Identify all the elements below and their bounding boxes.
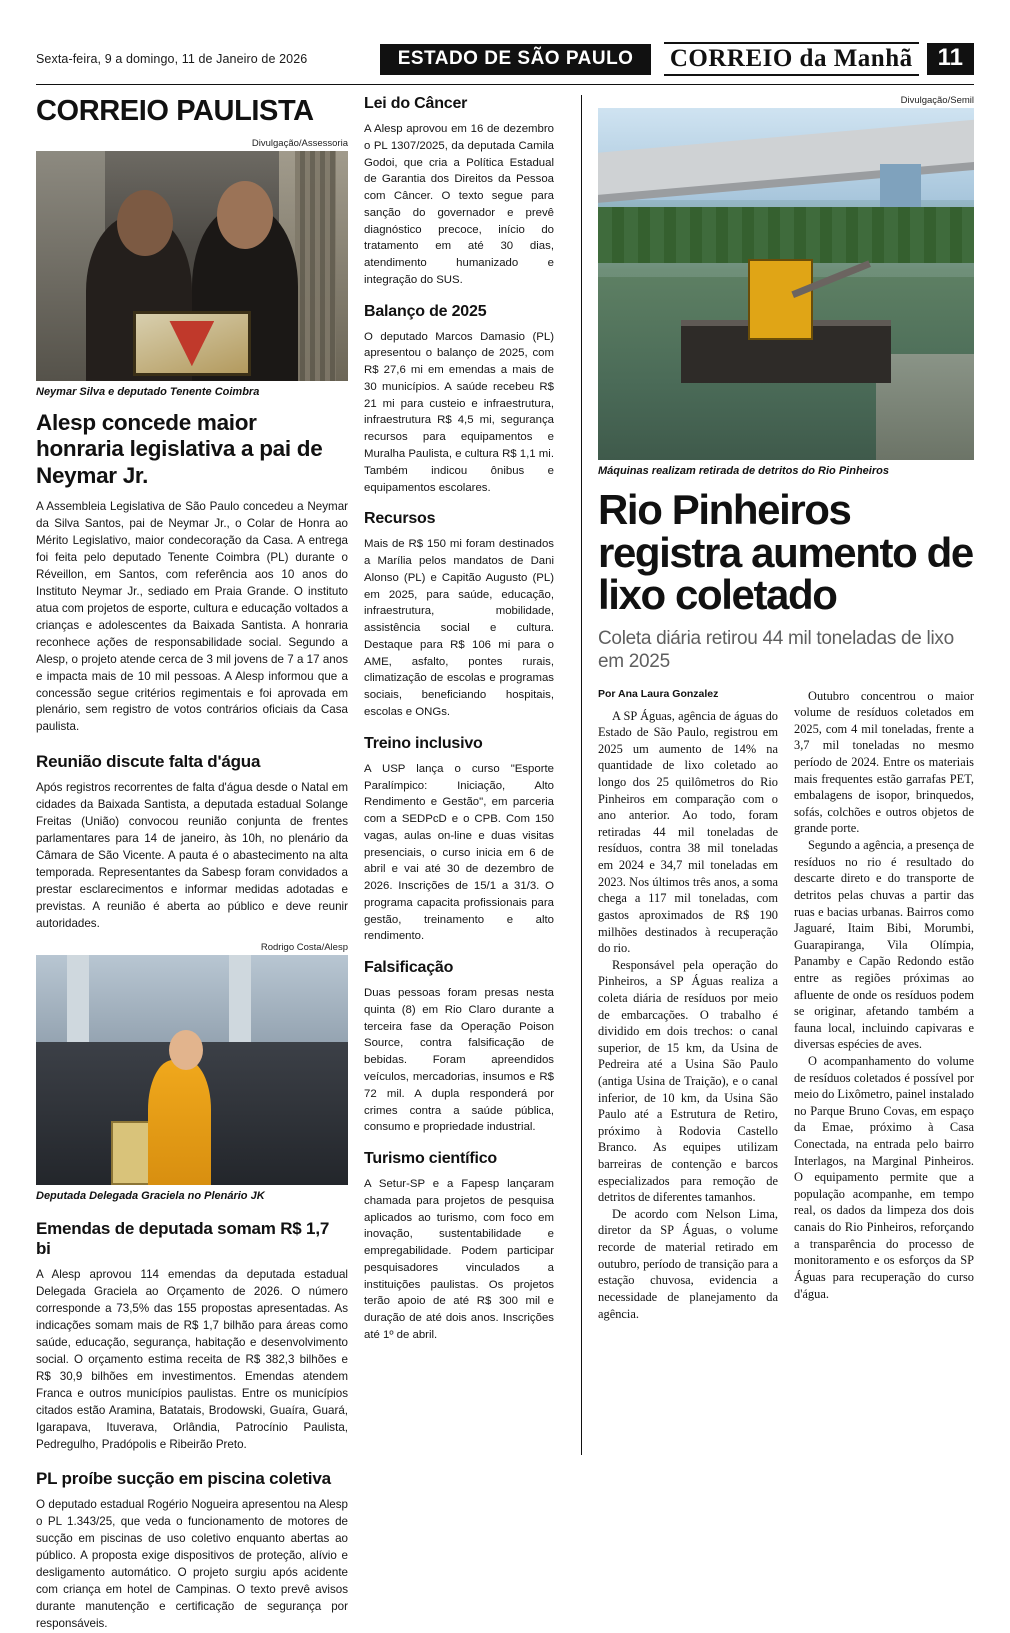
photo-rio-pinheiros: [598, 108, 974, 460]
photo3-caption: Máquinas realizam retirada de detritos do Rio Pinheiros: [598, 465, 889, 477]
article-body-recursos: Mais de R$ 150 mi foram destinados a Marília pelos mandatos de Dani Alonso (PL) e Capitão Augusto (PL) em 2025, para saúde, educação, infraestrutura, mobilidade, assistência social e cultura. Destaque para R$ 106 mi para o AME, asfalto, pontes rurais, climatização de escolas e programas sociais, beneficiando hospitais, escolas e ONGs.: [364, 538, 554, 718]
article-body-reuniao: Após registros recorrentes de falta d'água desde o Natal em cidades da Baixada Santista, a deputada estadual Solange Freitas (União) convocou reunião conjunta de frentes parlamentares para 14 de janeiro, às 10h, no plenário da Câmara de São Vicente. A pauta é o abastecimento na alta temporada. Representantes da Sabesp foram convidados a prestar esclarecimentos e informar medidas adotadas e previstas. A reunião é aberta ao público e deve reunir autoridades.: [36, 781, 348, 930]
main-paragraph: Outubro concentrou o maior volume de resíduos coletados em 2025, com 4 mil toneladas, frente a 3,7 mil toneladas no mesmo período de 2024. Entre os materiais mais frequentes estão garrafas PET, embalagens de isopor, brinquedos, sofás, colchões e outros objetos de grande porte.: [794, 688, 974, 836]
photo1-award-plaque: [133, 311, 251, 377]
main-article-columns: [598, 688, 974, 1323]
photo3-excavator: [748, 259, 812, 340]
main-paragraph: A SP Águas, agência de águas do Estado de São Paulo, registrou em 2025 um aumento de 14% na quantidade de lixo coletado ao longo dos 25 quilômetros do Rio Pinheiros em comparação com o ano anterior. Ao todo, foram retiradas 44 mil toneladas de resíduos, contra 38 mil toneladas em 2024 e 34,7 mil toneladas em 2023. Nos últimos três anos, a soma chega a 117 mil toneladas, com gastos aproximados de R$ 190 milhões destinados à recuperação do rio.: [598, 708, 778, 956]
header-divider: [36, 84, 974, 85]
subhead-emendas: Emendas de deputada somam R$ 1,7 bi: [36, 1219, 330, 1259]
subhead-lei-cancer: Lei do Câncer: [364, 95, 468, 112]
article-body-emendas: A Alesp aprovou 114 emendas da deputada estadual Delegada Graciela ao Orçamento de 2026. O número corresponde a 73,5% das 155 propostas apresentadas. As indicações somam mais de R$ 1,7 bilhão para áreas como saúde, educação, segurança, habitação e desenvolvimento social. O orçamento estima receita de R$ 382,3 bilhões e R$ 30,9 bilhões em investimentos. Emendas atendem Franca e outros municípios paulistas. Entre os municípios citados estão Aramina, Batatais, Brodowski, Guaíra, Guará, Igarapava, Ituverava, Orlândia, Patrocínio Paulista, Pedregulho, Pradópolis e Ribeirão Preto.: [36, 1268, 348, 1451]
page-content: [36, 95, 974, 1630]
photo2-head-yellow: [169, 1030, 203, 1070]
byline: Por Ana Laura Gonzalez: [598, 687, 719, 700]
subhead-turismo: Turismo científico: [364, 1150, 498, 1168]
section-title: CORREIO PAULISTA: [36, 95, 314, 127]
column-b: [364, 95, 554, 1455]
article-body-treino: A USP lança o curso "Esporte Paralímpico: Iniciação, Alto Rendimento e Gestão", em parceria com a SEDPcD e o CPB. Com 150 vagas, aulas on-line e duas visitas presenciais, o curso inicia em 6 de abril e vai até 30 de dezembro de 2026. Inscrições de 15/1 a 31/3. O programa capacita profissionais para gestão, treinamento e alto rendimento.: [364, 762, 554, 943]
masthead: [36, 0, 974, 76]
page-number: 11: [927, 43, 974, 74]
photo1-caption: Neymar Silva e deputado Tenente Coimbra: [36, 386, 260, 398]
main-headline: Rio Pinheiros registra aumento de lixo coletado: [598, 485, 973, 619]
article-body-turismo: A Setur-SP e a Fapesp lançaram chamada para projetos de pesquisa aplicados ao turismo, com foco em inovação, sustentabilidade e empregabilidade. Podem participar pesquisadores vinculados a instituições paulistas. Os projetos terão apoio de até R$ 300 mil e duração de até dois anos. Inscrições até 1º de abril.: [364, 1178, 554, 1341]
subhead-piscina: PL proíbe sucção em piscina coletiva: [36, 1469, 331, 1489]
issue-date: Sexta-feira, 9 a domingo, 11 de Janeiro de 2026: [36, 52, 308, 66]
main-paragraph: De acordo com Nelson Lima, diretor da SP Águas, o volume recorde de material retirado em outubro, período de transição para a estação chuvosa, evidencia a necessidade de planejamento da agência.: [598, 1206, 778, 1321]
photo2-credit: Rodrigo Costa/Alesp: [260, 941, 348, 953]
photo1-curtain: [295, 151, 336, 381]
photo1-credit: Divulgação/Assessoria: [251, 138, 348, 149]
photo2-person-yellow: [148, 1060, 210, 1184]
subhead-balanco: Balanço de 2025: [364, 302, 487, 320]
photo-plenario: [36, 955, 348, 1185]
column-a: [36, 95, 348, 1630]
subhead-recursos: Recursos: [364, 510, 436, 528]
main-paragraph: Responsável pela operação do Pinheiros, a SP Águas realiza a coleta diária de resíduos por meio de embarcações. O trabalho é dividido em dois trechos: o canal superior, de 15 km, da Usina de Pedreira até a Usina São Paulo (antiga Usina de Traição), e o canal inferior, de 10 km, da Usina São Paulo até a Estrutura de Retiro, próximo à Rodovia Castello Branco. As equipes utilizam barreiras de contenção e barcos especializados para remoção de detritos de diferentes tamanhos.: [598, 957, 778, 1205]
headline-alesp: Alesp concede maior honraria legislativa a pai de Neymar Jr.: [36, 409, 323, 488]
article-body-balanco: O deputado Marcos Damasio (PL) apresentou o balanço de 2025, com R$ 27,6 mi em emendas a mais de 30 municípios. A saúde recebeu R$ 21 mi para custeio e infraestrutura, infraestrutura R$ 4,5 mi, segurança recursos para equipamentos e Muralha Paulista, e cultura R$ 1,1 mi. Também indicou ônibus e equipamentos escolares.: [364, 330, 554, 494]
photo3-treeline: [598, 207, 974, 263]
main-paragraph: O acompanhamento do volume de resíduos coletados é possível por meio do Lixômetro, painel instalado no Parque Bruno Covas, em espaço da Emae, próximo à Casa Conectada, na entrada pelo bairro Interlagos, na Marginal Pinheiros. O equipamento permite que a população acompanhe, em tempo real, os dados da limpeza dos dois canais do Rio Pinheiros, reforçando a transparência do processo de monitoramento e os esforços da SP Águas para recuperação do curso d'água.: [794, 1053, 974, 1301]
photo3-credit: Divulgação/Semil: [900, 95, 974, 106]
subhead-reuniao: Reunião discute falta d'água: [36, 752, 261, 772]
subhead-falsificacao: Falsificação: [364, 959, 454, 977]
left-zone: [36, 95, 582, 1630]
article-body-piscina: O deputado estadual Rogério Nogueira apresentou na Alesp o PL 1.343/25, que veda o funcionamento de motores de sucção em piscinas de uso coletivo enquanto abertas ao público. A proposta exige dispositivos de proteção, alívio e desligamento automático. O projeto surgiu após acidente com criança em hotel de Campinas. O texto prevê avisos durante manutenção e certificação de segurança por responsáveis.: [36, 1498, 348, 1630]
paper-logo: CORREIO da Manhã: [664, 42, 919, 76]
photo1-head-left: [117, 190, 173, 256]
article-body-falsificacao: Duas pessoas foram presas nesta quinta (8) em Rio Claro durante a terceira fase da Operação Poison Source, contra falsificação de bebidas. Foram apreendidos veículos, mercadorias, insumos e R$ 72 mil. A dupla responderá por crimes contra a saúde pública, consumo e propriedade industrial.: [364, 987, 554, 1134]
main-deck: Coleta diária retirou 44 mil toneladas de lixo em 2025: [598, 628, 954, 673]
right-zone: [582, 95, 974, 1455]
section-banner: ESTADO DE SÃO PAULO: [380, 44, 652, 75]
photo1-head-right: [217, 181, 273, 249]
subhead-treino: Treino inclusivo: [364, 734, 483, 752]
photo-neymar-award: [36, 151, 348, 381]
article-body-alesp: A Assembleia Legislativa de São Paulo concedeu a Neymar da Silva Santos, pai de Neymar Jr., o Colar de Honra ao Mérito Legislativo, maior condecoração da Casa. A entrega foi feita pelo deputado Tenente Coimbra (PL) durante o Réveillon, em Santos, com referência aos 10 anos do Instituto Neymar Jr., sediado em Praia Grande. O instituto atua com projetos de esporte, cultura e educação voltados a crianças e adolescentes da Baixada Santista. A honraria reconhece ações de responsabilidade social. Segundo a Alesp, o projeto atende cerca de 3 mil jovens de 7 a 17 anos e impacta mais de 10 mil pessoas. A Alesp informou que a concessão segue critérios regimentais e foi aprovada em plenário, sem registro de votos contrários oficiais da Casa paulista.: [36, 500, 348, 734]
masthead-right: [664, 42, 974, 76]
article-body-lei-cancer: A Alesp aprovou em 16 de dezembro o PL 1307/2025, da deputada Camila Godoi, que cria a Política Estadual de Garantia dos Direitos da Pessoa com Câncer. O texto segue para sanção do governador e prevê diagnóstico precoce, início do tratamento em até 30 dias, atendimento humanizado e integração do SUS.: [364, 123, 554, 286]
main-paragraph: Segundo a agência, a presença de resíduos no rio é resultado do descarte direto e do transporte de detritos pelas chuvas a partir das ruas e bacias urbanas. Bairros como Jaguaré, Itaim Bibi, Morumbi, Guarapiranga, Vila Olímpia, Panamby e Capão Redondo estão entre as regiões próximas ao afluente de onde os resíduos podem se originar, afetando também a fauna local, incluindo capivaras e diversas espécies de aves.: [794, 838, 974, 1052]
photo2-caption: Deputada Delegada Graciela no Plenário JK: [36, 1189, 265, 1202]
